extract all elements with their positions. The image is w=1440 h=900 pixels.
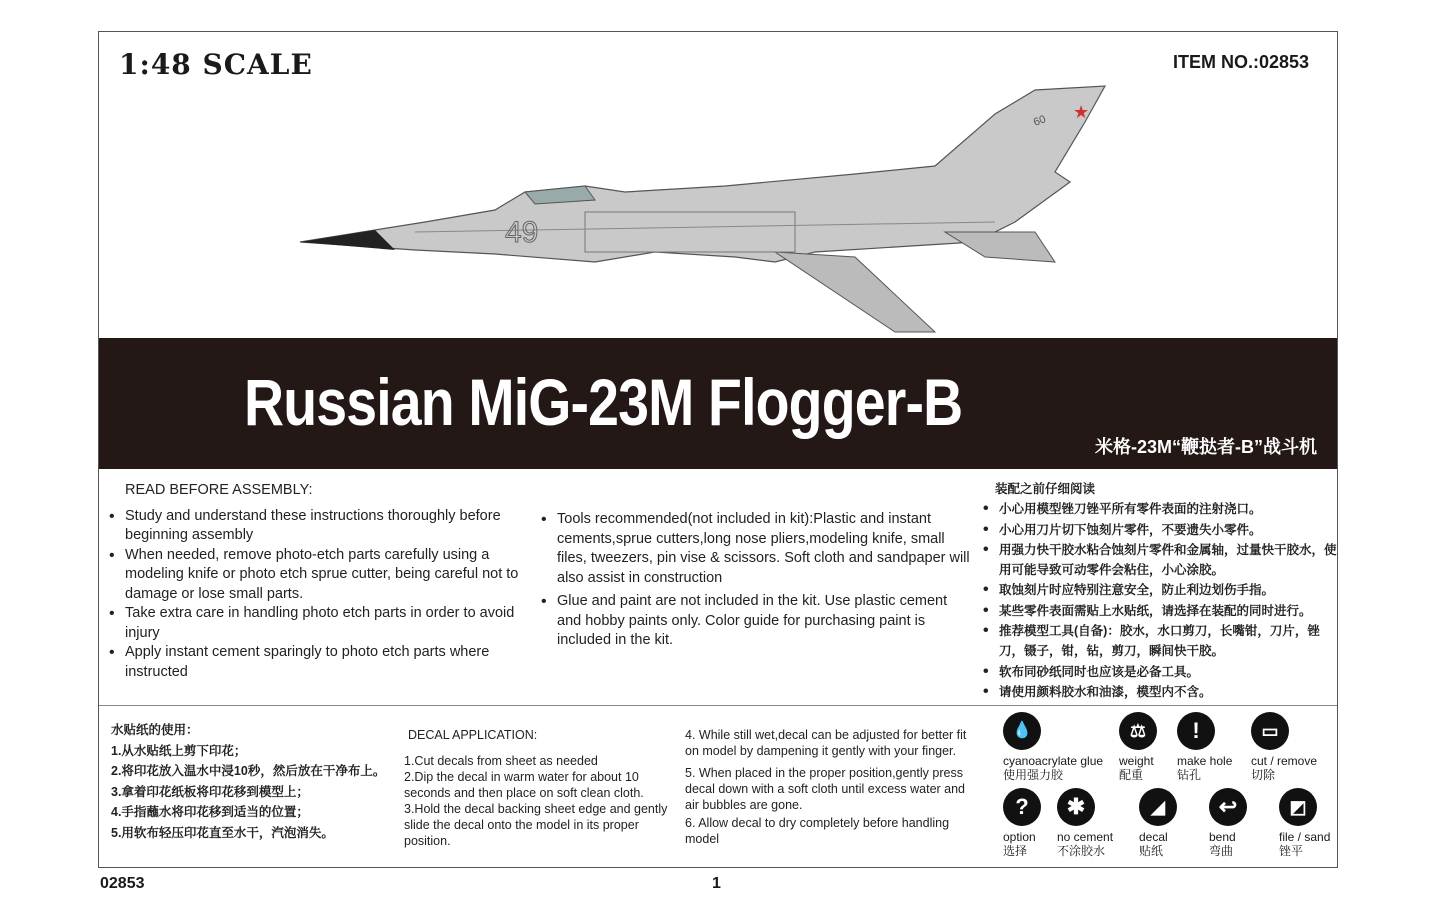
list-item: • 取蚀刻片时应特别注意安全，防止利边划伤手指。 bbox=[983, 580, 1338, 600]
glue-drop-icon: 💧 bbox=[1003, 712, 1041, 750]
legend-option: ? option 选择 bbox=[1003, 788, 1041, 858]
list-item: 5. When placed in the proper position,gently press decal down with a soft cloth until excess water and air bubbles are gone. bbox=[685, 766, 966, 812]
decal-cn-section bbox=[111, 720, 411, 843]
model-title: Russian MiG-23M Flogger-B bbox=[244, 365, 963, 439]
list-item: 1.Cut decals from sheet as needed bbox=[404, 754, 598, 768]
list-item: • Tools recommended(not included in kit):Plastic and instant cements,sprue cutters,long nose pliers,modeling knife, small files, tweezers, pin vise & scissors. Soft cloth and sandpaper will also assist in construction bbox=[541, 510, 971, 588]
tools-section bbox=[541, 510, 971, 651]
list-item: 4. While still wet,decal can be adjusted for better fit on model by dampening it gently with your finger. bbox=[685, 728, 967, 758]
list-item: • 小心用刀片切下蚀刻片零件，不要遗失小零件。 bbox=[983, 520, 1338, 540]
list-item: • 用强力快干胶水粘合蚀刻片零件和金属轴，过量快干胶水，使用可能导致可动零件会粘住，小心涂胶。 bbox=[983, 540, 1338, 581]
list-item: • Take extra care in handling photo etch parts in order to avoid injury bbox=[109, 604, 539, 643]
red-star-icon: ★ bbox=[1073, 102, 1090, 122]
item-number: ITEM NO.:02853 bbox=[1172, 52, 1309, 72]
list-item: • Apply instant cement sparingly to photo etch parts where instructed bbox=[109, 643, 539, 682]
list-item: • 推荐模型工具(自备)：胶水，水口剪刀，长嘴钳，刀片，锉刀，镊子，钳，钻，剪刀，瞬间快干胶。 bbox=[983, 621, 1338, 662]
legend-cut-remove: ▭ cut / remove 切除 bbox=[1251, 712, 1317, 782]
list-item: • 软布同砂纸同时也应该是必备工具。 bbox=[983, 662, 1338, 682]
weight-icon: ⚖ bbox=[1119, 712, 1157, 750]
cn-notes-heading: 装配之前仔细阅读 bbox=[995, 482, 1096, 496]
aircraft-illustration bbox=[295, 82, 1125, 342]
decal-en-section-2 bbox=[685, 727, 975, 847]
legend-bend: ↩ bend 弯曲 bbox=[1209, 788, 1247, 858]
list-item: 3.拿着印花纸板将印花移到模型上； bbox=[111, 784, 309, 799]
decal-en-section bbox=[404, 727, 679, 849]
list-item: • 小心用模型锉刀锉平所有零件表面的注射浇口。 bbox=[983, 499, 1338, 519]
model-title-cn: 米格-23M“鞭挞者-B”战斗机 bbox=[1094, 437, 1317, 457]
list-item: 1.从水贴纸上剪下印花； bbox=[111, 743, 247, 758]
read-before-heading: READ BEFORE ASSEMBLY: bbox=[125, 482, 313, 498]
legend-no-cement: ✱ no cement 不涂胶水 bbox=[1057, 788, 1113, 858]
legend-make-hole: ! make hole 钻孔 bbox=[1177, 712, 1232, 782]
list-item: • 请使用颜料胶水和油漆，模型内不含。 bbox=[983, 682, 1338, 702]
list-item: • Glue and paint are not included in the kit. Use plastic cement and hobby paints only. Color guide for purchasing paint is included in the kit. bbox=[541, 592, 971, 651]
decal-en-heading: DECAL APPLICATION: bbox=[408, 728, 538, 742]
file-icon: ◩ bbox=[1279, 788, 1317, 826]
question-icon: ? bbox=[1003, 788, 1041, 826]
bend-icon: ↩ bbox=[1209, 788, 1247, 826]
cn-notes-section bbox=[983, 479, 1338, 702]
list-item: 2.Dip the decal in warm water for about 10 seconds and then place on soft clean cloth. bbox=[404, 770, 644, 800]
legend-file-sand: ◩ file / sand 锉平 bbox=[1279, 788, 1330, 858]
footer-item-code: 02853 bbox=[100, 875, 145, 892]
legend-decal: ◢ decal 贴纸 bbox=[1139, 788, 1177, 858]
read-before-section bbox=[109, 481, 539, 682]
list-item: 5.用软布轻压印花直至水干，汽泡消失。 bbox=[111, 825, 334, 840]
nose-number: 49 bbox=[505, 216, 539, 249]
page-number: 1 bbox=[712, 875, 721, 892]
list-item: • Study and understand these instructions thoroughly before beginning assembly bbox=[109, 507, 539, 546]
no-cement-icon: ✱ bbox=[1057, 788, 1095, 826]
list-item: 4.手指蘸水将印花移到适当的位置； bbox=[111, 805, 309, 819]
list-item: 3.Hold the decal backing sheet edge and gently slide the decal onto the model in its proper position. bbox=[404, 802, 668, 848]
list-item: • When needed, remove photo-etch parts carefully using a modeling knife or photo etch sprue cutter, being careful not to damage or lose small parts. bbox=[109, 546, 539, 605]
section-divider bbox=[99, 705, 1337, 706]
legend-cyanoacrylate-glue: 💧 cyanoacrylate glue 使用强力胶 bbox=[1003, 712, 1103, 782]
legend-weight: ⚖ weight 配重 bbox=[1119, 712, 1157, 782]
title-band bbox=[99, 338, 1337, 469]
scale-label: 1:48 SCALE bbox=[119, 48, 313, 81]
instruction-sheet bbox=[98, 31, 1338, 868]
tail-number: 60 bbox=[1031, 113, 1048, 129]
list-item: 2.将印花放入温水中浸10秒，然后放在干净布上。 bbox=[111, 764, 386, 778]
list-item: 6. Allow decal to dry completely before handling model bbox=[685, 816, 950, 846]
decal-icon: ◢ bbox=[1139, 788, 1177, 826]
cut-icon: ▭ bbox=[1251, 712, 1289, 750]
decal-cn-heading: 水贴纸的使用： bbox=[111, 723, 199, 737]
drill-icon: ! bbox=[1177, 712, 1215, 750]
list-item: • 某些零件表面需贴上水贴纸，请选择在装配的同时进行。 bbox=[983, 601, 1338, 621]
